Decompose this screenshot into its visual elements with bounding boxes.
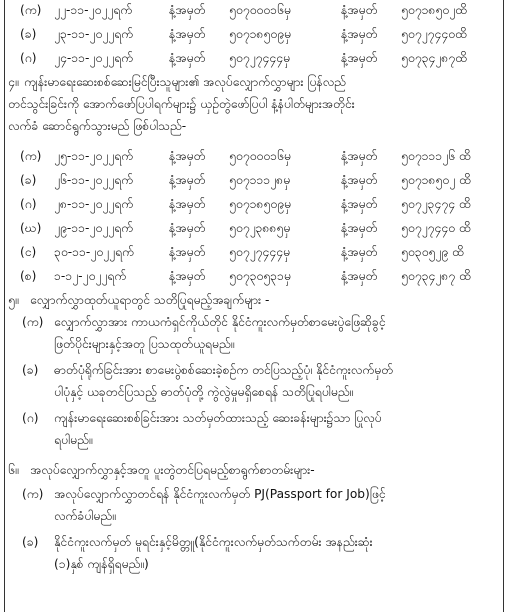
item-label: (က) [22, 315, 44, 329]
item-label: (က) [22, 487, 44, 501]
list-b-item [20, 196, 471, 213]
item-to: ၅၀၇၁၈၅၀၂ ထိ [401, 173, 471, 187]
section-6-item-cont: လက်ခံပါမည်။ [54, 509, 116, 523]
list-a-item [20, 2, 467, 19]
list-b-item [20, 148, 471, 165]
item-from-label: နံ့အမှတ် [169, 51, 206, 65]
list-b-item [20, 172, 471, 189]
item-from: ၅၀၇၁၈၅၀၉မှ [229, 197, 291, 211]
item-date: ၂၅-၁၁-၂၀၂၂ရက် [54, 149, 134, 163]
item-to-label: နံ့အမှတ် [341, 245, 378, 259]
list-b-item [20, 268, 471, 285]
item-label: (ခ) [20, 173, 37, 187]
item-text: ဓာတ်ပုံရိုက်ခြင်းအား စာမေးပွဲစစ်ဆေးခဲ့စဉ်က တင်ပြသည့်ပုံ၊ နိုင်ငံကူးလက်မှတ် [54, 363, 393, 377]
item-from: ၅၀၇၂၃၈၈၅မှ [229, 221, 291, 235]
section-5-item-cont: ဖြတ်ပိုင်းများနှင့်အတူ ပြသထုတ်ယူရမည်။ [54, 337, 235, 351]
section-5-item-cont: ပါပုံနှင့် ယခုတင်ပြသည့် ဓာတ်ပုံတို့ ကွဲလွဲမှုမရှိစေရန် သတိပြုရပါမည်။ [54, 385, 354, 399]
item-text: ကျန်းမာရေးဆေးစစ်ခြင်းအား သတ်မှတ်ထားသည့် ဆေးခန်းများ၌သာ ပြုလုပ် [54, 411, 382, 425]
item-text: လျှောက်လွှာအား ကာယကံရှင်ကိုယ်တိုင် နိုင်ငံကူးလက်မှတ်စာမေးပွဲဖြေဆိုခွင့် [54, 315, 386, 329]
section-5-item [22, 314, 385, 331]
section-5-item [22, 362, 393, 379]
section-4-line-2: တင်သွင်းခြင်းကို အောက်ဖော်ပြပါရက်များ၌ ယှဉ်တွဲဖော်ပြပါ နံ့နံပါတ်များအတိုင်း [8, 97, 355, 111]
item-to: ၅၀၇၃၄၂၈၇ထိ [401, 51, 467, 65]
item-to-label: နံ့အမှတ် [341, 51, 378, 65]
item-label: (က) [20, 3, 42, 17]
section-number: ၅။ [8, 293, 19, 307]
list-b-item [20, 244, 464, 261]
item-date: ၃၀-၁၁-၂၀၂၂ရက် [54, 245, 134, 259]
item-from: ၅၀၇၀၀၀၁၆မှ [229, 149, 291, 163]
item-to: ၅၀၃၀၅၂၉ ထိ [401, 245, 464, 259]
section-6-heading [8, 462, 315, 479]
item-label: (ခ) [22, 363, 39, 377]
item-from-label: နံ့အမှတ် [169, 173, 206, 187]
item-from: ၅၀၇၁၁၁၂၈မှ [229, 173, 291, 187]
item-to-label: နံ့အမှတ် [341, 269, 378, 283]
section-6-item-cont: (၁)နှစ် ကျန်ရှိရမည်။) [54, 557, 149, 571]
item-date: ၂၄-၁၁-၂၀၂၂ရက် [54, 51, 134, 65]
section-4-line-1 [8, 74, 346, 91]
item-date: ၂၉-၁၁-၂၀၂၂ရက် [54, 221, 134, 235]
item-date: ၂၈-၁၁-၂၀၂၂ရက် [54, 197, 134, 211]
section-5-item-cont: ရပါမည်။ [54, 433, 93, 447]
item-to-label: နံ့အမှတ် [341, 221, 378, 235]
item-to-label: နံ့အမှတ် [341, 197, 378, 211]
list-b-item [20, 220, 471, 237]
list-a-item [20, 26, 467, 43]
item-label: (ဂ) [22, 411, 39, 425]
item-to-label: နံ့အမှတ် [341, 3, 378, 17]
item-label: (စ) [20, 269, 37, 283]
item-to-label: နံ့အမှတ် [341, 149, 378, 163]
item-text: အလုပ်လျှောက်လွှာတင်ရန် နိုင်ငံကူးလက်မှတ် PJ(Passport for Job)ဖြင့် [54, 487, 386, 501]
item-from: ၅၀၇၀၀၀၁၆မှ [229, 3, 291, 17]
section-6-item [22, 486, 386, 503]
item-from-label: နံ့အမှတ် [169, 197, 206, 211]
item-date: ၂၃-၁၁-၂၀၂၂ရက် [54, 27, 134, 41]
item-to: ၅၀၇၃၄၂၈၇ ထိ [401, 269, 471, 283]
item-to: ၅၀၇၁၁၁၂၆ ထိ [401, 149, 471, 163]
item-from-label: နံ့အမှတ် [169, 269, 206, 283]
item-to: ၅၀၇၂၇၄၄၀ထိ [401, 27, 467, 41]
section-5-heading [8, 292, 269, 309]
item-from: ၅၀၇၃၀၅၃၁မှ [229, 269, 291, 283]
item-from-label: နံ့အမှတ် [169, 245, 206, 259]
item-to-label: နံ့အမှတ် [341, 27, 378, 41]
section-number: ၄။ [8, 75, 19, 89]
item-to-label: နံ့အမှတ် [341, 173, 378, 187]
section-title: အလုပ်လျှောက်လွှာနှင့်အတူ ပူးတွဲတင်ပြရမည့်စာရွက်စာတမ်းများ- [30, 463, 315, 477]
item-from: ၅၀၇၁၈၅၀၉မှ [229, 27, 291, 41]
item-label: (ခ) [22, 535, 39, 549]
section-5-item [22, 410, 381, 427]
section-number: ၆။ [8, 463, 19, 477]
item-label: (ဂ) [20, 51, 37, 65]
item-label: (ဂ) [20, 197, 37, 211]
item-date: ၂၂-၁၁-၂၀၂၂ရက် [54, 3, 133, 17]
item-text: နိုင်ငံကူးလက်မှတ် မူရင်းနှင့်မိတ္တူ(နိုင်ငံကူးလက်မှတ်သက်တမ်း အနည်းဆုံး [54, 535, 373, 549]
item-from-label: နံ့အမှတ် [169, 27, 206, 41]
item-to: ၅၀၇၂၃၄၇၄ ထိ [401, 197, 471, 211]
item-label: (ဃ) [20, 221, 42, 235]
section-6-item [22, 534, 373, 551]
item-from: ၅၀၇၂၇၄၄၄မှ [229, 51, 290, 65]
item-date: ၂၆-၁၁-၂၀၂၂ရက် [54, 173, 134, 187]
page-border-left [4, 0, 5, 612]
item-from-label: နံ့အမှတ် [169, 3, 206, 17]
item-to: ၅၀၇၂၇၄၄၀ ထိ [401, 221, 471, 235]
section-4-text: ကျန်းမာရေးဆေးစစ်ဆေးမြင်ပြီးသူများ၏ အလုပ်လျှောက်လွှာများ ပြန်လည် [24, 75, 346, 89]
item-date: ၁-၁၂-၂၀၂၂ရက် [54, 269, 127, 283]
item-label: (က) [20, 149, 42, 163]
item-label: (င) [20, 245, 37, 259]
list-a-item [20, 50, 467, 67]
item-from-label: နံ့အမှတ် [169, 221, 206, 235]
page-border-right [503, 0, 504, 612]
item-label: (ခ) [20, 27, 37, 41]
item-to: ၅၀၇၁၈၅၀၂ထိ [401, 3, 467, 17]
item-from: ၅၀၇၂၇၄၄၄မှ [229, 245, 290, 259]
section-title: လျှောက်လွှာထုတ်ယူရာတွင် သတိပြုရမည့်အချက်များ - [30, 293, 270, 307]
item-from-label: နံ့အမှတ် [169, 149, 206, 163]
section-4-line-3: လက်ခံ ဆောင်ရွက်သွားမည် ဖြစ်ပါသည်- [8, 119, 187, 133]
